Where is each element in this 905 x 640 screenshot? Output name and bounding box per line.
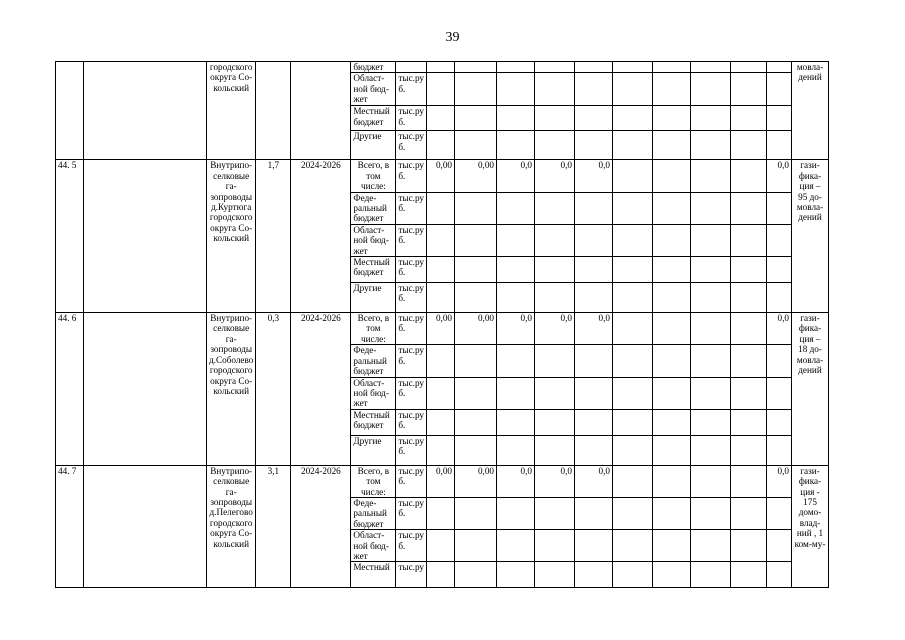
empty-cell bbox=[653, 530, 691, 562]
empty-cell bbox=[455, 257, 497, 283]
funding-source: Област-ной бюд-жет bbox=[351, 73, 396, 106]
empty-cell bbox=[653, 192, 691, 224]
empty-cell bbox=[691, 192, 731, 224]
table-row bbox=[56, 160, 829, 192]
empty-cell bbox=[575, 409, 613, 435]
unit: тыс.ру б. bbox=[396, 313, 427, 345]
empty-cell bbox=[535, 224, 575, 256]
empty-cell bbox=[497, 409, 535, 435]
empty-cell bbox=[427, 283, 455, 313]
empty-cell bbox=[535, 62, 575, 73]
table-row bbox=[56, 62, 829, 73]
empty-cell bbox=[691, 313, 731, 345]
unit: тыс.ру б. bbox=[396, 224, 427, 256]
empty-cell bbox=[653, 224, 691, 256]
empty-cell bbox=[613, 73, 653, 106]
empty-cell bbox=[497, 530, 535, 562]
empty-cell bbox=[535, 562, 575, 588]
empty-cell bbox=[455, 435, 497, 465]
object-name: городского округа Со-кольский bbox=[207, 62, 256, 160]
empty-cell bbox=[767, 435, 792, 465]
unit: тыс.ру б. bbox=[396, 192, 427, 224]
empty-cell bbox=[767, 283, 792, 313]
empty-cell bbox=[691, 106, 731, 131]
empty-cell bbox=[653, 106, 691, 131]
empty-cell bbox=[731, 257, 767, 283]
empty-cell bbox=[731, 409, 767, 435]
empty-cell bbox=[731, 465, 767, 497]
funding-source: Всего, в том числе: bbox=[351, 313, 396, 345]
empty-cell bbox=[427, 257, 455, 283]
empty-cell bbox=[653, 73, 691, 106]
value-2028: 0,0 bbox=[575, 465, 613, 497]
empty-cell bbox=[427, 224, 455, 256]
unit: тыс.ру б. bbox=[396, 257, 427, 283]
empty-cell bbox=[691, 530, 731, 562]
empty-cell bbox=[427, 435, 455, 465]
empty-cell bbox=[691, 131, 731, 160]
value-2026: 0,0 bbox=[497, 465, 535, 497]
empty-cell bbox=[575, 257, 613, 283]
empty-cell bbox=[653, 377, 691, 409]
empty-cell bbox=[691, 497, 731, 529]
unit: тыс.ру б. bbox=[396, 160, 427, 192]
length-km: 3,1 bbox=[256, 465, 291, 588]
empty-cell bbox=[731, 160, 767, 192]
empty-cell bbox=[427, 497, 455, 529]
empty-cell bbox=[427, 409, 455, 435]
empty-cell bbox=[767, 377, 792, 409]
empty-cell bbox=[767, 62, 792, 73]
unit: тыс.ру б. bbox=[396, 465, 427, 497]
result-cell: гази-фика-ция - 175 домо-влад-ний , 1 ком-му- bbox=[792, 465, 829, 588]
empty-cell bbox=[731, 345, 767, 377]
value-2025: 0,00 bbox=[455, 313, 497, 345]
years: 2024-2026 bbox=[291, 313, 351, 466]
empty-cell bbox=[455, 73, 497, 106]
value-2024: 0,00 bbox=[427, 465, 455, 497]
funding-source: Другие bbox=[351, 283, 396, 313]
empty-cell bbox=[427, 73, 455, 106]
empty-cell bbox=[767, 562, 792, 588]
years-cell bbox=[291, 62, 351, 160]
empty-cell bbox=[455, 345, 497, 377]
empty-cell bbox=[497, 377, 535, 409]
unit: тыс.ру б. bbox=[396, 345, 427, 377]
empty-cell bbox=[575, 106, 613, 131]
funding-source: Област-ной бюд-жет bbox=[351, 530, 396, 562]
funding-source: Другие bbox=[351, 435, 396, 465]
empty-cell bbox=[535, 377, 575, 409]
value-total: 0,0 bbox=[767, 160, 792, 192]
years: 2024-2026 bbox=[291, 465, 351, 588]
empty-cell bbox=[613, 257, 653, 283]
empty-cell bbox=[575, 283, 613, 313]
unit: тыс.ру б. bbox=[396, 106, 427, 131]
empty-cell bbox=[535, 73, 575, 106]
empty-cell bbox=[613, 313, 653, 345]
empty-cell bbox=[653, 435, 691, 465]
unit: тыс.ру б. bbox=[396, 435, 427, 465]
empty-cell bbox=[455, 377, 497, 409]
empty-cell bbox=[767, 131, 792, 160]
empty-cell bbox=[691, 562, 731, 588]
unit: тыс.ру bbox=[396, 562, 427, 588]
empty-cell bbox=[653, 131, 691, 160]
result-cell: мовла-дений bbox=[792, 62, 829, 160]
empty-cell bbox=[497, 192, 535, 224]
empty-cell bbox=[535, 409, 575, 435]
empty-cell bbox=[731, 497, 767, 529]
funding-source: Феде-ральный бюджет bbox=[351, 345, 396, 377]
empty-cell bbox=[613, 435, 653, 465]
empty-cell bbox=[613, 345, 653, 377]
empty-cell bbox=[731, 283, 767, 313]
empty-cell bbox=[691, 160, 731, 192]
empty-cell bbox=[613, 377, 653, 409]
result-cell: гази-фика-ция – 18 до-мовла-дений bbox=[792, 313, 829, 466]
empty-cell bbox=[691, 465, 731, 497]
empty-cell bbox=[731, 106, 767, 131]
empty-cell bbox=[535, 106, 575, 131]
empty-cell bbox=[767, 192, 792, 224]
empty-cell bbox=[731, 435, 767, 465]
empty-cell bbox=[455, 409, 497, 435]
empty-cell bbox=[535, 257, 575, 283]
empty-cell bbox=[691, 435, 731, 465]
empty-cell bbox=[767, 257, 792, 283]
page-number: 39 bbox=[445, 30, 460, 45]
value-2027: 0,0 bbox=[535, 465, 575, 497]
value-total: 0,0 bbox=[767, 465, 792, 497]
empty-cell bbox=[613, 562, 653, 588]
empty-cell bbox=[427, 62, 455, 73]
empty-cell bbox=[767, 73, 792, 106]
empty-cell bbox=[613, 530, 653, 562]
funding-source: Феде-ральный бюджет bbox=[351, 497, 396, 529]
empty-cell bbox=[497, 62, 535, 73]
empty-cell bbox=[731, 192, 767, 224]
funding-source: Област-ной бюд-жет bbox=[351, 224, 396, 256]
value-2026: 0,0 bbox=[497, 160, 535, 192]
empty-cell bbox=[497, 131, 535, 160]
empty-cell bbox=[653, 160, 691, 192]
empty-cell bbox=[575, 345, 613, 377]
empty-cell bbox=[731, 224, 767, 256]
empty-cell bbox=[575, 224, 613, 256]
unit: тыс.ру б. bbox=[396, 497, 427, 529]
empty-cell bbox=[535, 530, 575, 562]
empty-cell bbox=[731, 562, 767, 588]
budget-table bbox=[55, 61, 829, 588]
empty-cell bbox=[653, 465, 691, 497]
unit: тыс.ру б. bbox=[396, 73, 427, 106]
empty-cell bbox=[497, 345, 535, 377]
funding-source: Всего, в том числе: bbox=[351, 160, 396, 192]
empty-cell bbox=[455, 530, 497, 562]
row-number: 44. 5 bbox=[56, 160, 84, 313]
value-2028: 0,0 bbox=[575, 160, 613, 192]
empty-cell bbox=[455, 283, 497, 313]
value-2027: 0,0 bbox=[535, 313, 575, 345]
empty-cell bbox=[613, 224, 653, 256]
empty-cell bbox=[767, 224, 792, 256]
empty-cell bbox=[767, 345, 792, 377]
empty-cell bbox=[613, 62, 653, 73]
funding-source: Местный бюджет bbox=[351, 409, 396, 435]
empty-cell bbox=[691, 73, 731, 106]
empty-cell bbox=[497, 283, 535, 313]
empty-cell bbox=[455, 224, 497, 256]
unit: тыс.ру б. bbox=[396, 283, 427, 313]
empty-cell bbox=[767, 530, 792, 562]
empty-cell bbox=[613, 465, 653, 497]
empty-cell bbox=[427, 562, 455, 588]
row-number-cell bbox=[56, 62, 84, 160]
empty-cell bbox=[731, 377, 767, 409]
funding-source: Всего, в том числе: bbox=[351, 465, 396, 497]
length-cell bbox=[256, 62, 291, 160]
empty-cell bbox=[613, 192, 653, 224]
empty-cell bbox=[427, 106, 455, 131]
empty-cell bbox=[497, 73, 535, 106]
value-2024: 0,00 bbox=[427, 160, 455, 192]
empty-cell bbox=[497, 224, 535, 256]
empty-cell bbox=[427, 377, 455, 409]
empty-cell bbox=[731, 73, 767, 106]
empty-cell bbox=[427, 131, 455, 160]
length-km: 0,3 bbox=[256, 313, 291, 466]
empty-cell bbox=[455, 562, 497, 588]
empty-cell bbox=[613, 106, 653, 131]
empty-cell bbox=[731, 62, 767, 73]
empty-cell bbox=[575, 377, 613, 409]
empty-cell bbox=[535, 497, 575, 529]
object-name: Внутрипо-селковые га-зопроводы д.Пелегово городского округа Со-кольский bbox=[207, 465, 256, 588]
empty-cell bbox=[535, 131, 575, 160]
unit: тыс.ру б. bbox=[396, 409, 427, 435]
empty-cell bbox=[455, 497, 497, 529]
funding-source: бюджет bbox=[351, 62, 396, 73]
empty-cell bbox=[427, 530, 455, 562]
empty-cell bbox=[455, 106, 497, 131]
table-row bbox=[56, 465, 829, 497]
empty-cell bbox=[84, 160, 207, 313]
empty-cell bbox=[535, 192, 575, 224]
empty-cell bbox=[731, 131, 767, 160]
empty-cell bbox=[653, 62, 691, 73]
funding-source: Област-ной бюд-жет bbox=[351, 377, 396, 409]
row-number: 44. 7 bbox=[56, 465, 84, 588]
value-2026: 0,0 bbox=[497, 313, 535, 345]
empty-cell bbox=[731, 313, 767, 345]
empty-cell bbox=[497, 106, 535, 131]
empty-cell bbox=[691, 224, 731, 256]
empty-cell bbox=[613, 497, 653, 529]
value-2025: 0,00 bbox=[455, 465, 497, 497]
empty-cell bbox=[767, 497, 792, 529]
funding-source: Местный бюджет bbox=[351, 257, 396, 283]
empty-cell bbox=[575, 73, 613, 106]
empty-cell bbox=[691, 62, 731, 73]
funding-source: Местный bbox=[351, 562, 396, 588]
funding-source: Феде-ральный бюджет bbox=[351, 192, 396, 224]
empty-cell bbox=[691, 377, 731, 409]
empty-cell bbox=[575, 62, 613, 73]
empty-cell bbox=[535, 283, 575, 313]
empty-cell bbox=[613, 283, 653, 313]
empty-cell bbox=[497, 257, 535, 283]
empty-cell bbox=[691, 345, 731, 377]
value-2027: 0,0 bbox=[535, 160, 575, 192]
empty-cell bbox=[455, 131, 497, 160]
empty-cell bbox=[767, 409, 792, 435]
empty-cell bbox=[497, 497, 535, 529]
empty-cell bbox=[653, 562, 691, 588]
empty-cell bbox=[653, 497, 691, 529]
empty-cell bbox=[575, 435, 613, 465]
value-total: 0,0 bbox=[767, 313, 792, 345]
empty-cell bbox=[613, 160, 653, 192]
empty-cell bbox=[613, 409, 653, 435]
empty-cell bbox=[575, 192, 613, 224]
empty-cell bbox=[575, 131, 613, 160]
value-2024: 0,00 bbox=[427, 313, 455, 345]
unit: тыс.ру б. bbox=[396, 530, 427, 562]
empty-cell bbox=[427, 192, 455, 224]
length-km: 1,7 bbox=[256, 160, 291, 313]
empty-cell bbox=[84, 313, 207, 466]
value-2028: 0,0 bbox=[575, 313, 613, 345]
empty-cell bbox=[767, 106, 792, 131]
value-2025: 0,00 bbox=[455, 160, 497, 192]
empty-cell bbox=[653, 283, 691, 313]
object-name: Внутрипо-селковые га-зопроводы д.Куртюга городского округа Со-кольский bbox=[207, 160, 256, 313]
years: 2024-2026 bbox=[291, 160, 351, 313]
empty-cell bbox=[653, 409, 691, 435]
empty-cell bbox=[731, 530, 767, 562]
unit: тыс.ру б. bbox=[396, 131, 427, 160]
empty-cell bbox=[653, 257, 691, 283]
empty-cell bbox=[455, 192, 497, 224]
empty-cell bbox=[575, 562, 613, 588]
empty-cell bbox=[653, 313, 691, 345]
funding-source: Местный бюджет bbox=[351, 106, 396, 131]
empty-cell bbox=[613, 131, 653, 160]
row-number: 44. 6 bbox=[56, 313, 84, 466]
empty-cell bbox=[575, 497, 613, 529]
unit: тыс.ру б. bbox=[396, 377, 427, 409]
unit bbox=[396, 62, 427, 73]
empty-cell bbox=[691, 283, 731, 313]
empty-cell bbox=[691, 257, 731, 283]
result-cell: гази-фика-ция – 95 до-мовла-дений bbox=[792, 160, 829, 313]
empty-cell bbox=[535, 345, 575, 377]
empty-cell bbox=[497, 562, 535, 588]
empty-cell bbox=[84, 465, 207, 588]
empty-cell bbox=[84, 62, 207, 160]
empty-cell bbox=[575, 530, 613, 562]
empty-cell bbox=[427, 345, 455, 377]
table-row bbox=[56, 313, 829, 345]
empty-cell bbox=[535, 435, 575, 465]
funding-source: Другие bbox=[351, 131, 396, 160]
empty-cell bbox=[497, 435, 535, 465]
object-name: Внутрипо-селковые га-зопроводы д.Соболево городского округа Со-кольский bbox=[207, 313, 256, 466]
empty-cell bbox=[455, 62, 497, 73]
empty-cell bbox=[691, 409, 731, 435]
empty-cell bbox=[653, 345, 691, 377]
